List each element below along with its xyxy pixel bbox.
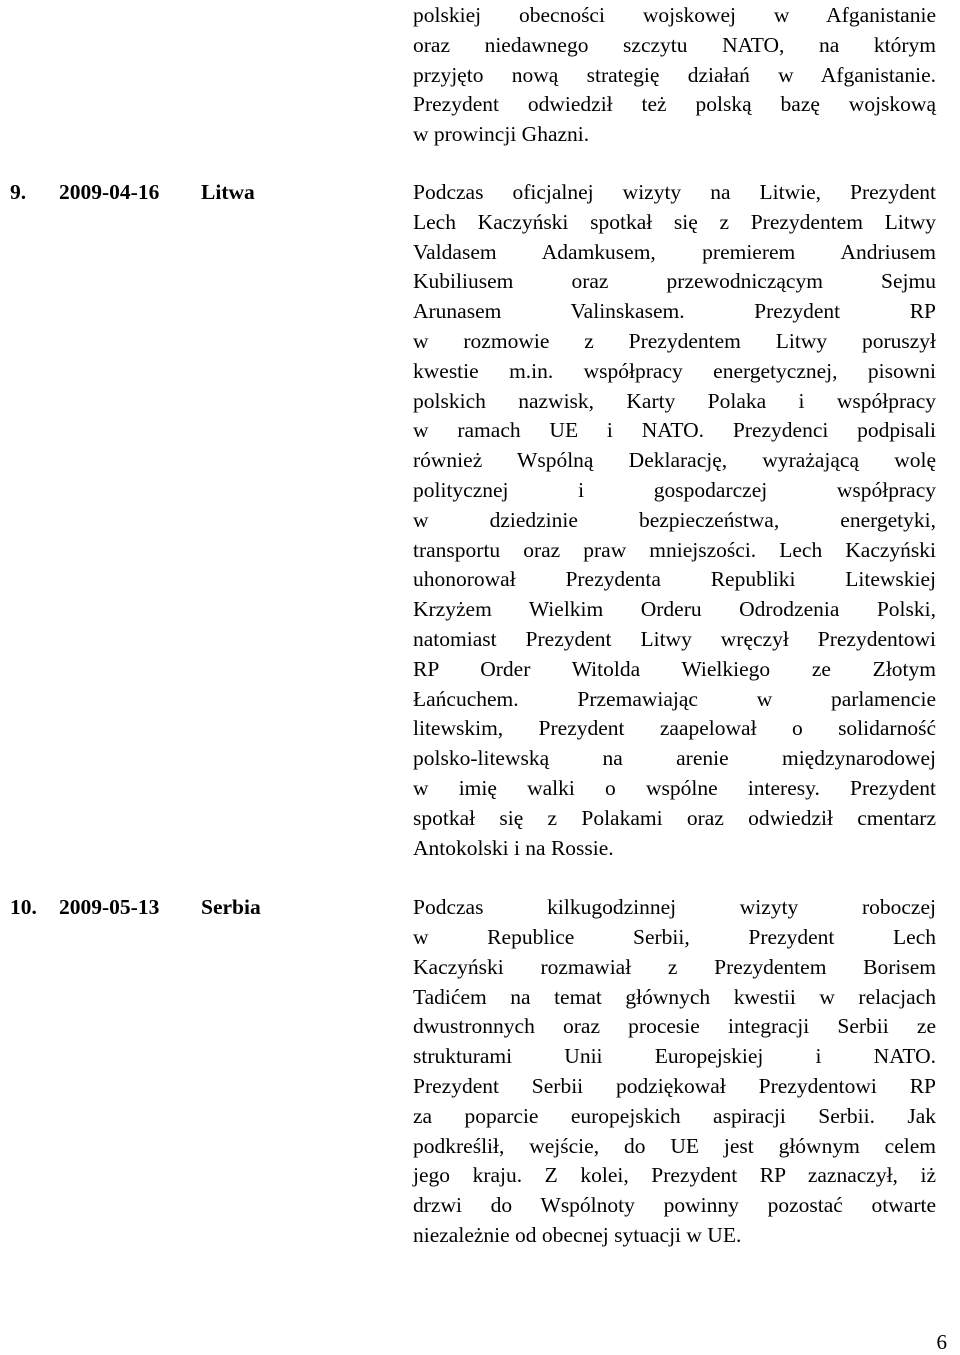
text-line: spotkał się z Polakami oraz odwiedził cmentarz [413, 806, 936, 830]
text-line: drzwi do Wspólnoty powinny pozostać otwarte [413, 1193, 936, 1217]
text-line: niezależnie od obecnej sytuacji w UE. [413, 1223, 742, 1247]
text-line: Podczas oficjalnej wizyty na Litwie, Prezydent [413, 180, 936, 204]
text-line: Krzyżem Wielkim Orderu Odrodzenia Polski, [413, 597, 936, 621]
entry-date: 2009-04-16 [59, 180, 160, 204]
text-line: Prezydent Serbii podziękował Prezydentowi RP [413, 1074, 936, 1098]
page-number: 6 [936, 1330, 947, 1354]
text-line: polsko-litewską na arenie międzynarodowej [413, 746, 936, 770]
text-line: politycznej i gospodarczej współpracy [413, 478, 936, 502]
text-line: Podczas kilkugodzinnej wizyty roboczej [413, 895, 936, 919]
text-line: w ramach UE i NATO. Prezydenci podpisali [413, 418, 936, 442]
text-line: transportu oraz praw mniejszości. Lech Kaczyński [413, 538, 936, 562]
text-line: Valdasem Adamkusem, premierem Andriusem [413, 240, 936, 264]
text-line: RP Order Witolda Wielkiego ze Złotym [413, 657, 936, 681]
text-line: Tadićem na temat głównych kwestii w relacjach [413, 985, 936, 1009]
text-line: kwestie m.in. współpracy energetycznej, pisowni [413, 359, 936, 383]
entry-number: 10. [10, 895, 37, 919]
text-line: podkreślił, wejście, do UE jest głównym celem [413, 1134, 936, 1158]
entry-country: Serbia [201, 895, 261, 919]
text-line: w Republice Serbii, Prezydent Lech [413, 925, 936, 949]
text-line: Kaczyński rozmawiał z Prezydentem Borisem [413, 955, 936, 979]
text-line: dwustronnych oraz procesie integracji Serbii ze [413, 1014, 936, 1038]
entry-number: 9. [10, 180, 27, 204]
entry-date: 2009-05-13 [59, 895, 160, 919]
text-line: uhonorował Prezydenta Republiki Litewskiej [413, 567, 936, 591]
entry-country: Litwa [201, 180, 255, 204]
text-line: w rozmowie z Prezydentem Litwy poruszył [413, 329, 936, 353]
text-line: przyjęto nową strategię działań w Afganistanie. [413, 63, 936, 87]
text-line: polskich nazwisk, Karty Polaka i współpracy [413, 389, 936, 413]
text-line: w imię walki o wspólne interesy. Prezydent [413, 776, 936, 800]
text-line: litewskim, Prezydent zaapelował o solidarność [413, 716, 936, 740]
text-line: Arunasem Valinskasem. Prezydent RP [413, 299, 936, 323]
text-line: Kubiliusem oraz przewodniczącym Sejmu [413, 269, 936, 293]
text-line: w dziedzinie bezpieczeństwa, energetyki, [413, 508, 936, 532]
text-line: w prowincji Ghazni. [413, 122, 590, 146]
text-line: jego kraju. Z kolei, Prezydent RP zaznaczył, iż [413, 1163, 936, 1187]
text-line: również Wspólną Deklarację, wyrażającą wolę [413, 448, 936, 472]
text-line: Łańcuchem. Przemawiając w parlamencie [413, 687, 936, 711]
text-line: za poparcie europejskich aspiracji Serbii. Jak [413, 1104, 936, 1128]
text-line: strukturami Unii Europejskiej i NATO. [413, 1044, 936, 1068]
text-line: natomiast Prezydent Litwy wręczył Prezydentowi [413, 627, 936, 651]
text-line: oraz niedawnego szczytu NATO, na którym [413, 33, 936, 57]
text-line: Antokolski i na Rossie. [413, 836, 614, 860]
text-line: Lech Kaczyński spotkał się z Prezydentem Litwy [413, 210, 936, 234]
text-line: Prezydent odwiedził też polską bazę wojskową [413, 92, 936, 116]
text-line: polskiej obecności wojskowej w Afganistanie [413, 3, 936, 27]
